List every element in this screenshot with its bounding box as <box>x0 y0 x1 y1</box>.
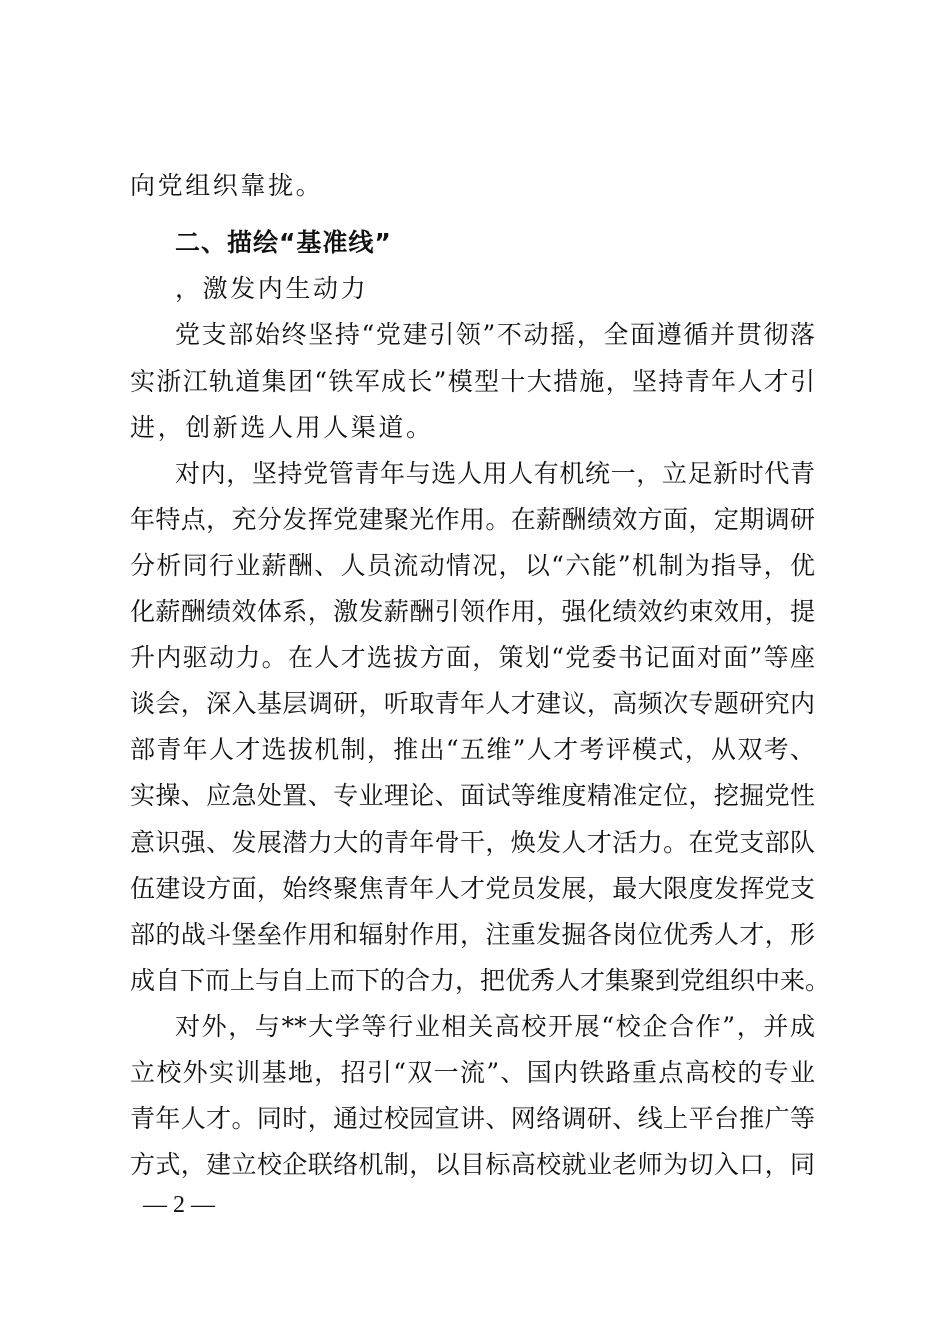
paragraph-line: 成自下而上与自上而下的合力，把优秀人才集聚到党组织中来。 <box>130 966 831 995</box>
paragraph-line: 升内驱动力。在人才选拔方面，策划“党委书记面对面”等座 <box>130 643 815 672</box>
paragraph-line: 进，创新选人用人渠道。 <box>130 413 434 442</box>
heading-continuation: ，激发内生动力 <box>175 274 369 303</box>
paragraph-line: 谈会，深入基层调研，听取青年人才建议，高频次专题研究内 <box>130 689 815 718</box>
paragraph-line: 伍建设方面，始终聚焦青年人才党员发展，最大限度发挥党支 <box>130 874 815 903</box>
paragraph-line: 意识强、发展潜力大的青年骨干，焕发人才活力。在党支部队 <box>130 828 815 857</box>
section-heading: 二、描绘“基准线” <box>175 228 392 257</box>
paragraph-line: 部青年人才选拔机制，推出“五维”人才考评模式，从双考、 <box>130 735 815 764</box>
paragraph-line: 对内，坚持党管青年与选人用人有机统一，立足新时代青 <box>175 459 815 488</box>
paragraph-line: 党支部始终坚持“党建引领”不动摇，全面遵循并贯彻落 <box>175 320 815 349</box>
paragraph-line: 化薪酬绩效体系，激发薪酬引领作用，强化绩效约束效用，提 <box>130 597 815 626</box>
paragraph-line: 向党组织靠拢。 <box>130 171 324 200</box>
paragraph-line: 实浙江轨道集团“铁军成长”模型十大措施，坚持青年人才引 <box>130 367 815 396</box>
paragraph-line: 立校外实训基地，招引“双一流”、国内铁路重点高校的专业 <box>130 1058 815 1087</box>
paragraph-line: 部的战斗堡垒作用和辐射作用，注重发掘各岗位优秀人才，形 <box>130 920 815 949</box>
paragraph-line: 对外，与**大学等行业相关高校开展“校企合作”，并成 <box>175 1012 815 1041</box>
paragraph-line: 青年人才。同时，通过校园宣讲、网络调研、线上平台推广等 <box>130 1104 815 1133</box>
paragraph-line: 实操、应急处置、专业理论、面试等维度精准定位，挖掘党性 <box>130 781 815 810</box>
paragraph-line: 年特点，充分发挥党建聚光作用。在薪酬绩效方面，定期调研 <box>130 505 815 534</box>
paragraph-line: 分析同行业薪酬、人员流动情况，以“六能”机制为指导，优 <box>130 551 815 580</box>
page-number: — 2 — <box>143 1192 215 1218</box>
paragraph-line: 方式，建立校企联络机制，以目标高校就业老师为切入口，同 <box>130 1150 815 1179</box>
